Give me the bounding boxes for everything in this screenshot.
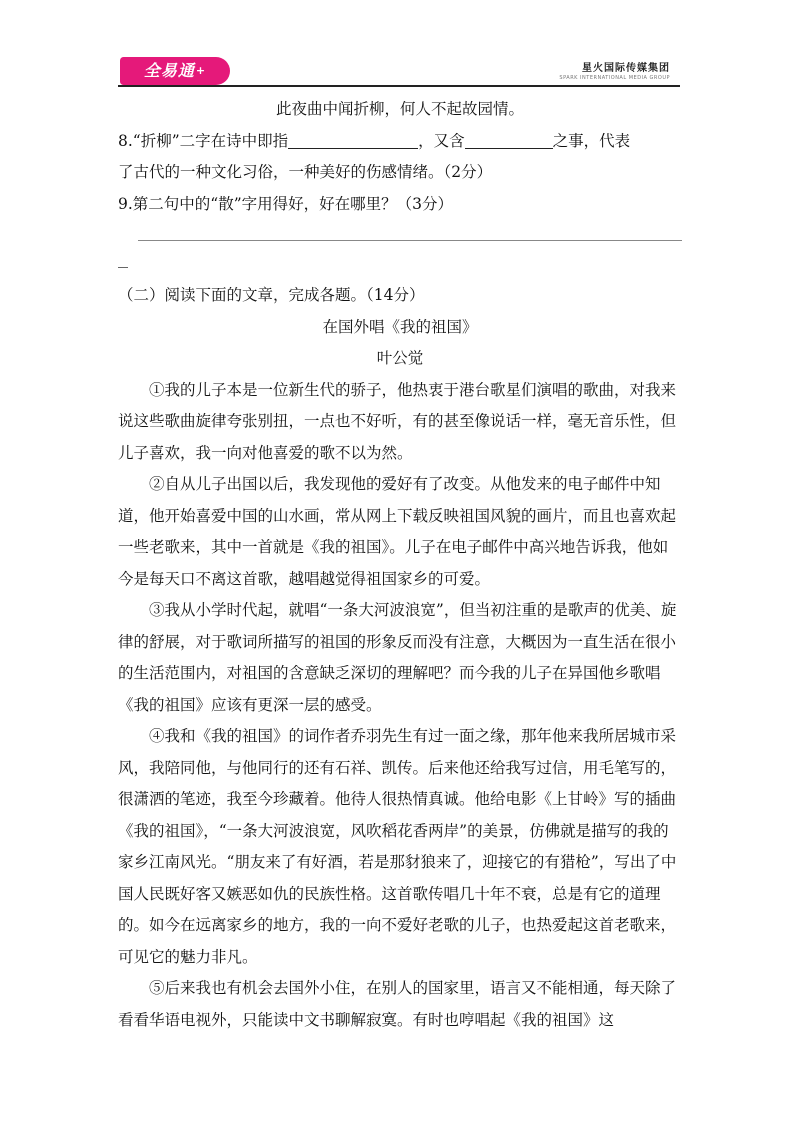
publisher-name: 星火国际传媒集团 — [582, 63, 670, 74]
article-author: 叶公觉 — [376, 349, 424, 367]
article-paragraph: ①我的儿子本是一位新生代的骄子，他热衷于港台歌星们演唱的歌曲，对我来说这些歌曲旋律夸张别扭，一点也不好听，有的甚至像说话一样，毫无音乐性，但儿子喜欢，我一向对他喜爱的歌不以为然。 — [118, 380, 677, 462]
q8-text-3: 之事，代表 — [552, 131, 631, 150]
q8-text-1: 8.“折柳”二字在诗中即指 — [118, 131, 289, 150]
q8-text-2: ，又含 — [418, 131, 465, 150]
question-8 — [118, 126, 682, 189]
header-divider — [118, 85, 680, 87]
article-paragraph: ⑤后来我也有机会去国外小住，在别人的国家里，语言又不能相通，每天除了看看华语电视外，只能读中文书聊解寂寞。有时也哼唱起《我的祖国》这 — [118, 979, 677, 1029]
logo-plus: + — [195, 64, 207, 77]
publisher-name-en: SPARK INTERNATIONAL MEDIA GROUP — [559, 75, 670, 81]
publisher-brand — [559, 59, 670, 81]
article-paragraph: ②自从儿子出国以后，我发现他的爱好有了改变。从他发来的电子邮件中知道，他开始喜爱中国的山水画，常从网上下载反映祖国风貌的画片，而且也喜欢起一些老歌来，其中一首就是《我的祖国》。儿子在电子邮件中高兴地告诉我，他如今是每天口不离这首歌，越唱越觉得祖国家乡的可爱。 — [118, 475, 677, 588]
answer-line-stub — [118, 267, 128, 268]
question-9: 9.第二句中的“散”字用得好，好在哪里？（3分） — [118, 194, 453, 213]
q8-text-cont: 了古代的一种文化习俗，一种美好的伤感情绪。（2分） — [118, 163, 493, 181]
article-title: 在国外唱《我的祖国》 — [322, 317, 478, 336]
section-heading: （二）阅读下面的文章，完成各题。（14分） — [118, 286, 425, 304]
answer-line — [138, 240, 682, 241]
brand-logo — [120, 57, 230, 85]
article-paragraph: ④我和《我的祖国》的词作者乔羽先生有过一面之缘，那年他来我所居城市采风，我陪同他，与他同行的还有石祥、凯传。后来他还给我写过信，用毛笔写的，很潇洒的笔迹，我至今珍藏着。他待人很热情真诚。他给电影《上甘岭》写的插曲《我的祖国》，“一条大河波浪宽，风吹稻花香两岸”的美景，仿佛就是描写的我的家乡江南风光。“朋友来了有好酒，若是那豺狼来了，迎接它的有猎枪”，写出了中国人民既好客又嫉恶如仇的民族性格。这首歌传唱几十年不衰，总是有它的道理的。如今在远离家乡的地方，我的一向不爱好老歌的儿子，也热爱起这首老歌来，可见它的魅力非凡。 — [118, 727, 677, 966]
logo-text: 全易通 — [143, 61, 195, 80]
document-body — [118, 94, 682, 1036]
page-header — [118, 55, 680, 87]
q8-blank-1 — [288, 130, 418, 149]
q8-blank-2 — [465, 130, 553, 149]
poem-line: 此夜曲中闻折柳，何人不起故园情。 — [275, 100, 524, 118]
article-paragraph: ③我从小学时代起，就唱“一条大河波浪宽”，但当初注重的是歌声的优美、旋律的舒展，对于歌词所描写的祖国的形象反而没有注意，大概因为一直生活在很小的生活范围内，对祖国的含意缺乏深切的理解吧？而今我的儿子在异国他乡歌唱《我的祖国》应该有更深一层的感受。 — [118, 601, 677, 714]
